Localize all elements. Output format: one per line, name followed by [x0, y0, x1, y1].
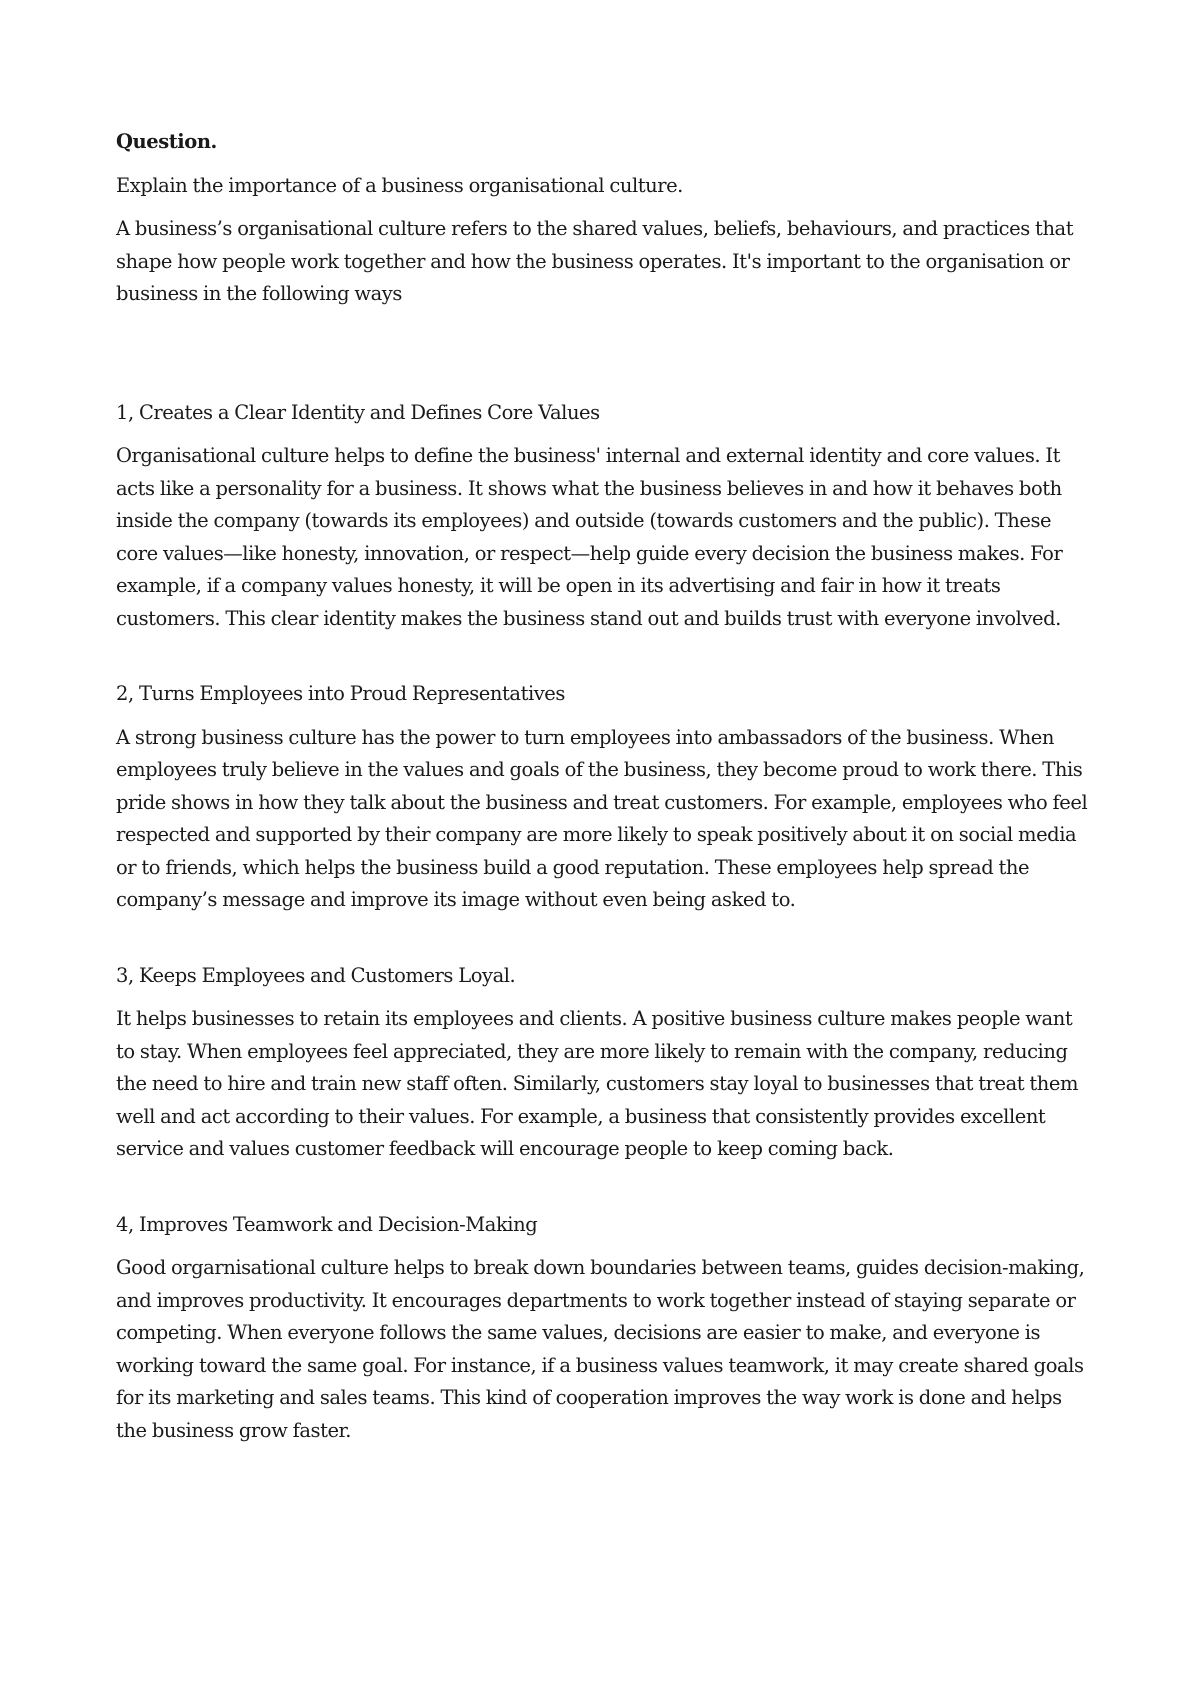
section-body: Organisational culture helps to define the business' internal and external identity and core values. It acts like a personality for a business. It shows what the business believes in and how it behaves both inside the company (towards its employees) and outside (towards customers and the public). These core values—like honesty, innovation, or respect—help guide every decision the business makes. For example, if a company values honesty, it will be open in its advertising and fair in how it treats customers. This clear identity makes the business stand out and builds trust with everyone involved.: [116, 444, 1063, 630]
document-title: Question.: [116, 130, 217, 153]
intro-paragraph: A business’s organisational culture refers to the shared values, beliefs, behaviours, and practices that shape how people work together and how the business operates. It's important to the organisation or business in the following ways: [116, 217, 1074, 305]
section-heading: 3, Keeps Employees and Customers Loyal.: [116, 963, 516, 987]
section-heading: 1, Creates a Clear Identity and Defines Core Values: [116, 400, 600, 424]
section-body: A strong business culture has the power to turn employees into ambassadors of the business. When employees truly believe in the values and goals of the business, they become proud to work there. This pride shows in how they talk about the business and treat customers. For example, employees who feel respected and supported by their company are more likely to speak positively about it on social media or to friends, which helps the business build a good reputation. These employees help spread the company’s message and improve its image without even being asked to.: [116, 725, 1088, 911]
section-heading: 4, Improves Teamwork and Decision-Making: [116, 1212, 538, 1236]
section-body: Good orgarnisational culture helps to break down boundaries between teams, guides decision-making, and improves productivity. It encourages departments to work together instead of staying separate or competing. When everyone follows the same values, decisions are easier to make, and everyone is working toward the same goal. For instance, if a business values teamwork, it may create shared goals for its marketing and sales teams. This kind of cooperation improves the way work is done and helps the business grow faster.: [116, 1256, 1085, 1442]
section-heading: 2, Turns Employees into Proud Representatives: [116, 682, 565, 705]
question-text: Explain the importance of a business organisational culture.: [116, 173, 683, 197]
section-body: It helps businesses to retain its employees and clients. A positive business culture makes people want to stay. When employees feel appreciated, they are more likely to remain with the company, reducing the need to hire and train new staff often. Similarly, customers stay loyal to businesses that treat them well and act according to their values. For example, a business that consistently provides excellent service and values customer feedback will encourage people to keep coming back.: [116, 1007, 1079, 1160]
document-content: [116, 126, 1096, 1490]
